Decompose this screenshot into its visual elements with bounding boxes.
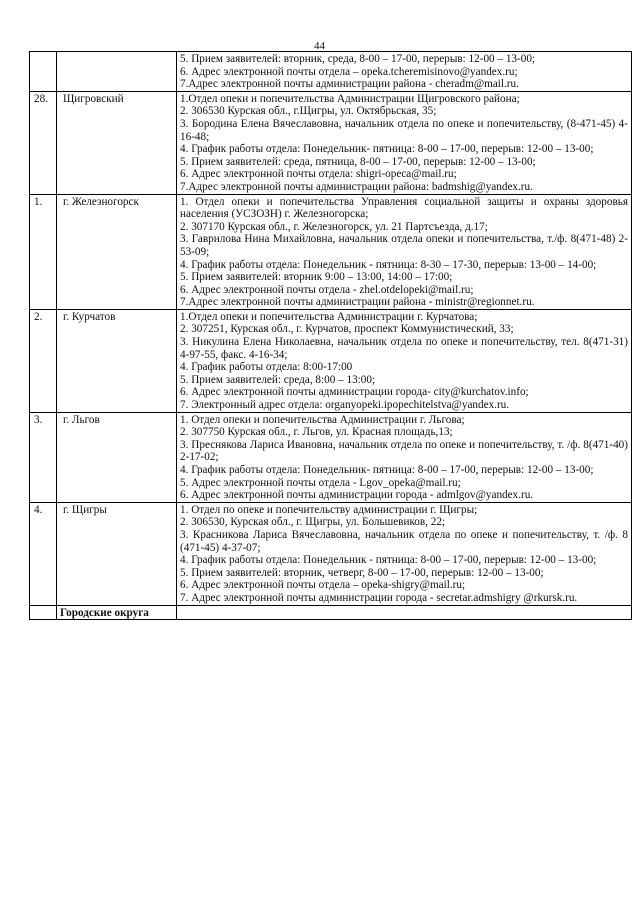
section-footer-row <box>30 605 632 620</box>
detail-line: 4. График работы отдела: 8:00-17:00 <box>180 361 353 374</box>
detail-line: 1. Отдел опеки и попечительства Администрации г. Льгова; <box>180 413 465 426</box>
detail-line: 2. 307251, Курская обл., г. Курчатов, проспект Коммунистический, 33; <box>180 323 514 336</box>
row-number: 3. <box>30 412 57 502</box>
details-cell <box>177 52 632 92</box>
district-name: г. Щигры <box>57 502 177 605</box>
row-number: 2. <box>30 309 57 412</box>
detail-line: 6. Адрес электронной почты отдела: shigri-opeca@mail.ru; <box>180 168 457 181</box>
row-number: 28. <box>30 91 57 194</box>
table-row <box>30 194 632 309</box>
details-cell <box>177 605 632 620</box>
detail-line: 5. Адрес электронной почты отдела - Lgov_opeka@mail.ru; <box>180 476 461 489</box>
district-name: г. Железногорск <box>57 194 177 309</box>
detail-line: 5. Прием заявителей: вторник, четверг, 8-00 – 17-00, перерыв: 12-00 – 13-00; <box>180 566 544 579</box>
detail-line: 7.Адрес электронной почты администрации района: badmshig@yandex.ru. <box>180 180 533 193</box>
detail-line: 4. График работы отдела: Понедельник- пятница: 8-00 – 17-00, перерыв: 12-00 – 13-00; <box>180 464 594 476</box>
detail-line: 7.Адрес электронной почты администрации района - cheradm@mail.ru. <box>180 78 519 91</box>
details-cell <box>177 309 632 412</box>
table-row <box>30 502 632 605</box>
detail-line: 1. Отдел по опеке и попечительству администрации г. Щигры; <box>180 503 478 516</box>
row-number-cell <box>30 52 57 92</box>
detail-line: 7.Адрес электронной почты администрации района - ministr@regionnet.ru. <box>180 296 535 309</box>
detail-line: 7. Адрес электронной почты администрации города - secretar.admshigry @rkursk.ru. <box>180 591 578 604</box>
district-name: Щигровский <box>57 91 177 194</box>
detail-line: 4. График работы отдела: Понедельник- пятница: 8-00 – 17-00, перерыв: 12-00 – 13-00; <box>180 143 594 156</box>
detail-line: 3. Гаврилова Нина Михайловна, начальник отдела опеки и попечительства, т./ф. 8(471-48) 2-53-09; <box>180 233 628 258</box>
district-name: г. Курчатов <box>57 309 177 412</box>
detail-line: 1.Отдел опеки и попечительства Администрации Щигровского района; <box>180 92 520 105</box>
row-number: 1. <box>30 194 57 309</box>
detail-line: 6. Адрес электронной почты отдела – opeka-shigry@mail.ru; <box>180 579 466 592</box>
details-cell <box>177 194 632 309</box>
detail-line: 2. 307750 Курская обл., г. Льгов, ул. Красная площадь,13; <box>180 426 453 439</box>
detail-line: 2. 306530 Курская обл., г.Щигры, ул. Октябрьская, 35; <box>180 105 437 118</box>
detail-line: 5. Прием заявителей: вторник, среда, 8-00 – 17-00, перерыв: 12-00 – 13-00; <box>180 53 536 65</box>
detail-line: 2. 307170 Курская обл., г. Железногорск, ул. 21 Партсъезда, д.17; <box>180 220 488 233</box>
detail-line: 6. Адрес электронной почты администрации города - admlgov@yandex.ru. <box>180 489 534 502</box>
detail-line: 1. Отдел опеки и попечительства Управления социальной защиты и охраны здоровья населения (УСЗОЗН) г. Железногорска; <box>180 195 628 221</box>
details-cell <box>177 502 632 605</box>
detail-line: 5. Прием заявителей: вторник 9:00 – 13:00, 14:00 – 17:00; <box>180 271 453 284</box>
table-row <box>30 412 632 502</box>
detail-line: 5. Прием заявителей: среда, 8:00 – 13:00; <box>180 373 376 386</box>
page-number: 44 <box>314 40 325 52</box>
table-row-continuation <box>30 52 632 92</box>
detail-line: 5. Прием заявителей: среда, пятница, 8-00 – 17-00, перерыв: 12-00 – 13-00; <box>180 155 536 168</box>
group-label: Городские округа <box>57 605 177 620</box>
detail-line: 6. Адрес электронной почты отдела – opeka.tcheremisinovo@yandex.ru; <box>180 65 518 78</box>
district-name: г. Льгов <box>57 412 177 502</box>
detail-line: 1.Отдел опеки и попечительства Администрации г. Курчатова; <box>180 310 478 323</box>
contacts-table <box>29 51 632 620</box>
details-cell <box>177 91 632 194</box>
district-name-cell <box>57 52 177 92</box>
table-row <box>30 91 632 194</box>
detail-line: 7. Электронный адрес отдела: organyopeki.ipopechitelstva@yandex.ru. <box>180 399 510 412</box>
detail-line: 2. 306530, Курская обл., г. Щигры, ул. Большевиков, 22; <box>180 516 446 529</box>
detail-line: 6. Адрес электронной почты отдела - zhel.otdelopeki@mail.ru; <box>180 283 474 296</box>
detail-line: 3. Бородина Елена Вячеславовна, начальник отдела по опеке и попечительству, (8-471-45) 4-16-48; <box>180 117 628 143</box>
table-row <box>30 309 632 412</box>
row-number: 4. <box>30 502 57 605</box>
row-number-cell <box>30 605 57 620</box>
detail-line: 3. Никулина Елена Николаевна, начальник отдела по опеке и попечительству, тел. 8(471-31) 4-97-55, факс. 4-16-34; <box>180 336 628 361</box>
details-cell <box>177 412 632 502</box>
detail-line: 3. Преснякова Лариса Ивановна, начальник отдела по опеке и попечительству, т. /ф. 8(471-40) 2-17-02; <box>180 438 628 464</box>
detail-line: 6. Адрес электронной почты администрации города- city@kurchatov.info; <box>180 386 529 399</box>
detail-line: 4. График работы отдела: Понедельник - пятница: 8-30 – 17-30, перерыв: 13-00 – 14-00; <box>180 258 597 271</box>
detail-line: 3. Красникова Лариса Вячеславовна, начальник отдела по опеке и попечительству, т. /ф. 8 (471-45) 4-37-07; <box>180 528 628 554</box>
detail-line: 4. График работы отдела: Понедельник - пятница: 8-00 – 17-00, перерыв: 12-00 – 13-00; <box>180 554 597 567</box>
